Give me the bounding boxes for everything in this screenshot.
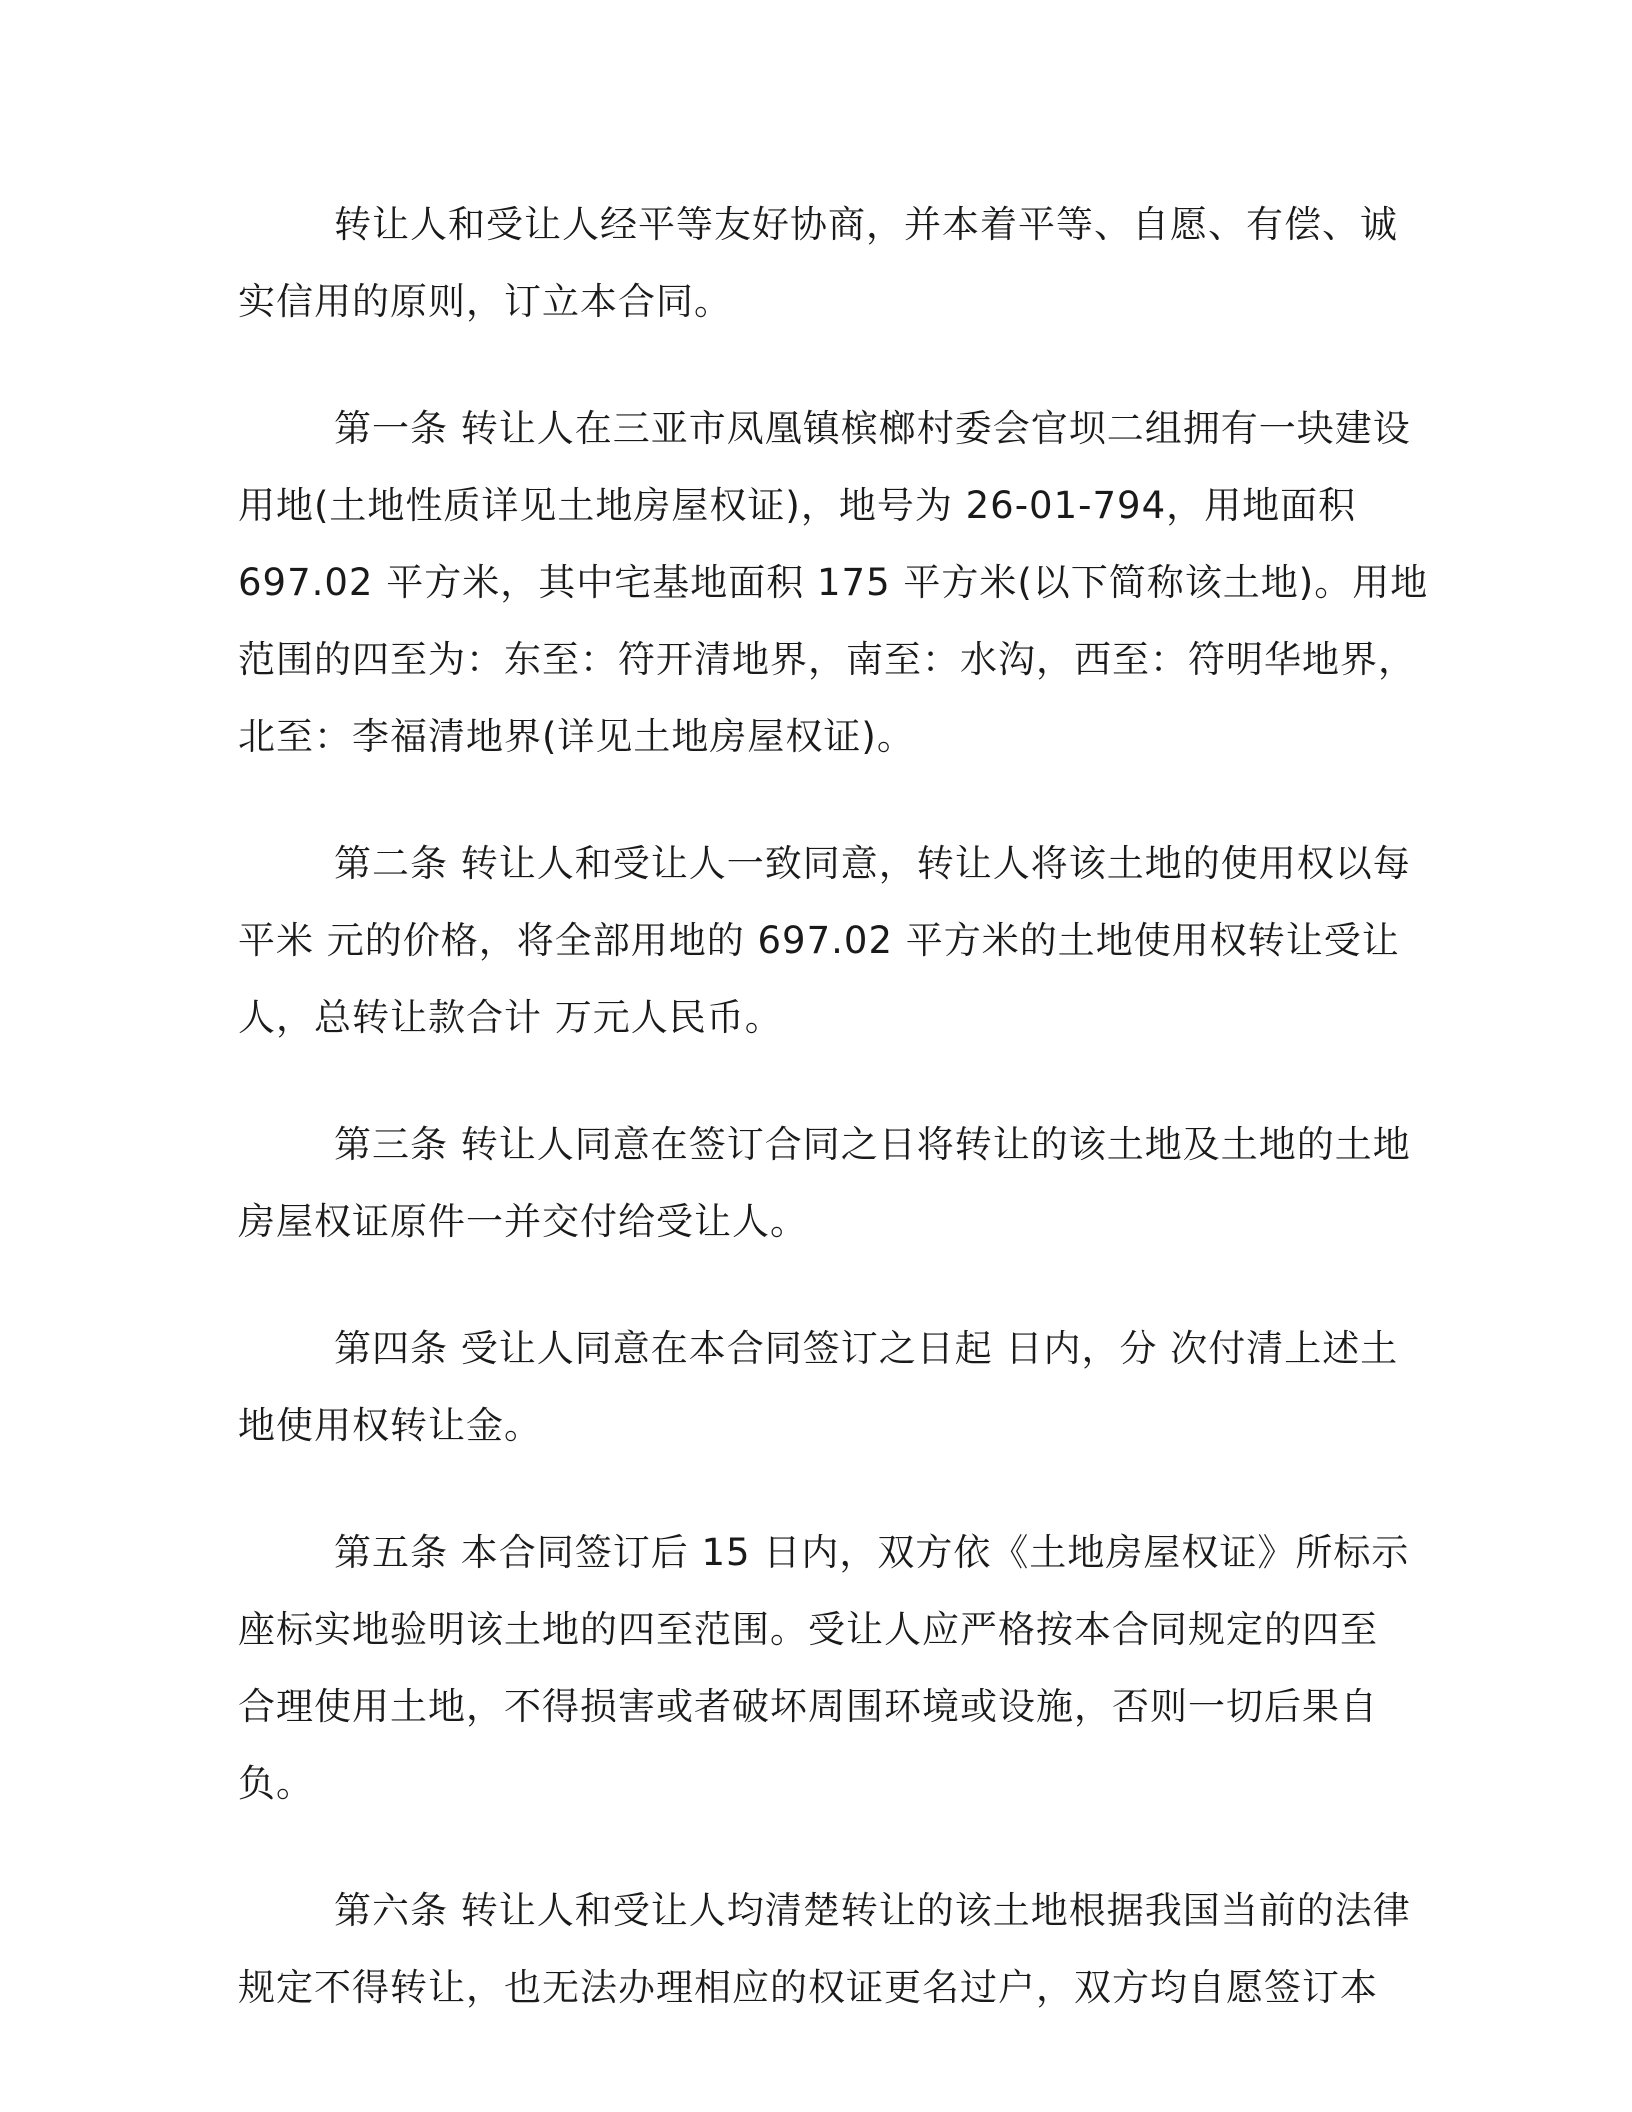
article-3-paragraph: [238, 1106, 1411, 1260]
paragraph-line: 范围的四至为：东至：符开清地界，南至：水沟，西至：符明华地界，: [238, 638, 1416, 681]
article-2-paragraph: [238, 825, 1411, 1056]
paragraph-line: 第一条 转让人在三亚市凤凰镇槟榔村委会官坝二组拥有一块建设: [334, 407, 1411, 450]
paragraph-line: 697.02 平方米，其中宅基地面积 175 平方米(以下简称该土地)。用地: [238, 561, 1429, 604]
paragraph-line: 负。: [238, 1762, 314, 1805]
paragraph-line: 合理使用土地，不得损害或者破坏周围环境或设施，否则一切后果自: [238, 1685, 1378, 1728]
paragraph-line: 第六条 转让人和受让人均清楚转让的该土地根据我国当前的法律: [334, 1889, 1411, 1932]
paragraph-line: 房屋权证原件一并交付给受让人。: [238, 1200, 808, 1243]
paragraph-line: 人，总转让款合计 万元人民币。: [238, 996, 783, 1039]
paragraph-line: 第五条 本合同签订后 15 日内，双方依《土地房屋权证》所标示: [334, 1531, 1410, 1574]
article-6-paragraph: [238, 1872, 1411, 2026]
paragraph-line: 北至：李福清地界(详见土地房屋权证)。: [238, 715, 915, 758]
paragraph-line: 实信用的原则，订立本合同。: [238, 280, 732, 323]
article-1-paragraph: [238, 390, 1429, 775]
paragraph-line: 转让人和受让人经平等友好协商，并本着平等、自愿、有偿、诚: [334, 203, 1398, 246]
article-4-paragraph: [238, 1310, 1399, 1464]
paragraph-line: 用地(土地性质详见土地房屋权证)，地号为 26-01-794，用地面积: [238, 484, 1357, 527]
paragraph-line: 第四条 受让人同意在本合同签订之日起 日内，分 次付清上述土: [334, 1327, 1399, 1370]
paragraph-line: 第三条 转让人同意在签订合同之日将转让的该土地及土地的土地: [334, 1123, 1411, 1166]
paragraph-line: 地使用权转让金。: [238, 1404, 542, 1447]
paragraph-line: 平米 元的价格，将全部用地的 697.02 平方米的土地使用权转让受让: [238, 919, 1400, 962]
article-5-paragraph: [238, 1514, 1410, 1822]
contract-page: [238, 186, 1429, 2076]
preamble-paragraph: [238, 186, 1398, 340]
paragraph-line: 座标实地验明该土地的四至范围。受让人应严格按本合同规定的四至: [238, 1608, 1378, 1651]
paragraph-line: 规定不得转让，也无法办理相应的权证更名过户，双方均自愿签订本: [238, 1966, 1378, 2009]
paragraph-line: 第二条 转让人和受让人一致同意，转让人将该土地的使用权以每: [334, 842, 1411, 885]
